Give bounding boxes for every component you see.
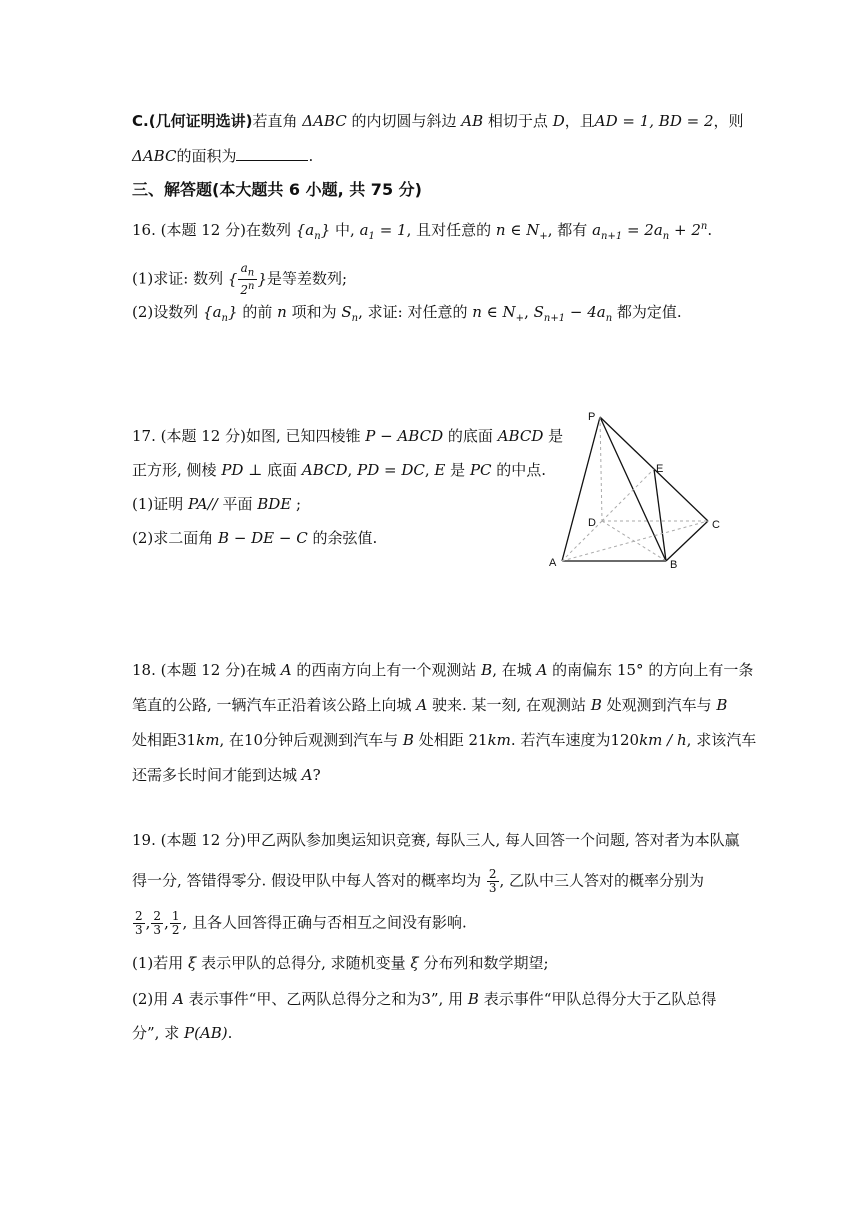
text: 如图, 已知四棱锥 — [245, 427, 361, 445]
question-c-line1 — [132, 111, 744, 131]
math: PD ⊥ — [221, 461, 263, 479]
text: 得一分, 答错得零分. 假设甲队中每人答对的概率均为 — [132, 871, 482, 890]
q16-part2 — [132, 302, 682, 329]
question-label: 17. (本题 12 分) — [132, 427, 246, 445]
math: D — [552, 112, 565, 130]
math: 21 — [468, 731, 488, 749]
q19-line3: $\frac{2}{3}$ , $\frac{2}{3}$ , $\frac{1}{2}$ , 且各人回答得正确与否相互之间没有影响. — [135, 909, 467, 937]
text: 处相距 — [132, 731, 178, 749]
text: 平面 — [222, 495, 253, 513]
label-d: D — [588, 517, 596, 529]
math: km — [196, 731, 220, 749]
q17-line2 — [132, 460, 546, 480]
math: B — [467, 990, 479, 1008]
q18-line3 — [132, 730, 756, 750]
text: , 在城 — [492, 661, 532, 679]
math: A — [536, 661, 548, 679]
text: 处观测到汽车与 — [606, 696, 712, 714]
text: 表示事件“甲队总得分大于乙队总得 — [483, 990, 717, 1008]
math: 3 — [421, 990, 431, 1008]
text: 的南偏东 — [552, 661, 613, 679]
text: ，且 — [564, 112, 595, 130]
math: PC — [469, 461, 492, 479]
text: . — [308, 147, 314, 165]
q17-part1 — [132, 494, 301, 514]
math: ξ — [188, 954, 197, 972]
label-a: A — [549, 557, 557, 569]
text: , 乙队中三人答对的概率分别为 — [499, 871, 705, 890]
math: B − DE − C — [218, 529, 308, 547]
text: 的内切圆与斜边 — [351, 112, 457, 130]
text: (2)用 — [132, 990, 169, 1008]
math: AB — [461, 112, 484, 130]
text: , — [524, 303, 529, 321]
math: { $\frac{a_n}{2^n}$ } — [227, 261, 268, 298]
fraction-two-thirds: $\frac{2}{3}$ — [153, 909, 162, 937]
math: $S_n$ — [341, 303, 359, 324]
math: BDE — [257, 495, 292, 513]
text: , 在 — [219, 731, 244, 749]
label-e: E — [656, 463, 664, 475]
fraction-one-half: $\frac{1}{2}$ — [171, 909, 180, 937]
text: 的方向上有一条 — [648, 661, 754, 679]
text: 还需多长时间才能到达城 — [132, 766, 298, 784]
edge-pa — [562, 417, 600, 561]
math: AD = 1, BD = 2 — [594, 112, 714, 130]
math: 15° — [616, 661, 644, 679]
math: $a_1 = 1$ — [359, 221, 407, 242]
text: 的底面 — [447, 427, 493, 445]
question-c-line2 — [132, 146, 313, 166]
text: (1)求证: 数列 — [132, 269, 224, 288]
text: 是等差数列; — [267, 269, 348, 288]
text: , — [347, 461, 353, 479]
math: ΔABC — [132, 147, 177, 165]
q19-line2 — [132, 868, 704, 895]
text: 相切于点 — [487, 112, 548, 130]
label-b: B — [670, 559, 678, 571]
q17-line1 — [132, 426, 563, 446]
text: (2)求二面角 — [132, 529, 214, 547]
math: km / h — [639, 731, 687, 749]
answer-blank[interactable] — [236, 146, 308, 161]
math: PD = DC — [357, 461, 425, 479]
math: ξ — [410, 954, 419, 972]
math: B — [716, 696, 728, 714]
question-c-tag: (几何证明选讲) — [148, 112, 253, 130]
text: 分钟后观测到汽车与 — [263, 731, 399, 749]
text: , 且对任意的 — [406, 221, 492, 239]
math: B — [481, 661, 493, 679]
text: 的面积为 — [176, 147, 237, 165]
q19-line1 — [132, 830, 740, 850]
text: 处相距 — [418, 731, 464, 749]
text: 表示事件“甲、乙两队总得分之和为 — [188, 990, 422, 1008]
math: ABCD — [497, 427, 544, 445]
q19-part2-cont — [132, 1023, 232, 1043]
question-c-label: C. — [132, 112, 149, 130]
text: 分布列和数学期望; — [423, 954, 549, 972]
text: 在数列 — [245, 221, 291, 239]
text: , 求该汽车 — [686, 731, 757, 749]
text: 的前 — [242, 303, 273, 321]
q17-part2 — [132, 528, 377, 548]
text: . 若汽车速度为 — [510, 731, 611, 749]
math: PA// — [188, 495, 218, 513]
fraction-two-thirds: $\frac{2}{3}$ — [488, 867, 497, 895]
text: ，则 — [713, 112, 744, 130]
text: 笔直的公路, 一辆汽车正沿着该公路上向城 — [132, 696, 412, 714]
math: B — [590, 696, 602, 714]
math: $\{a_n\}$ — [203, 303, 238, 324]
q16-line1 — [132, 217, 712, 247]
text: , 都有 — [547, 221, 588, 239]
math: ABCD — [301, 461, 348, 479]
text: 底面 — [267, 461, 298, 479]
text: 的余弦值. — [312, 529, 378, 547]
math: A — [173, 990, 184, 1008]
text: 正方形, 侧棱 — [132, 461, 217, 479]
text: 在城 — [245, 661, 276, 679]
math: E — [434, 461, 446, 479]
math: A — [280, 661, 292, 679]
math: P − ABCD — [365, 427, 444, 445]
q16-part1 — [132, 262, 347, 297]
math: A — [416, 696, 428, 714]
fraction-two-thirds: $\frac{2}{3}$ — [135, 909, 143, 937]
text: 表示甲队的总得分, 求随机变量 — [201, 954, 406, 972]
math: n ∈ $N_+$ — [495, 221, 548, 242]
math: 120 — [610, 731, 640, 749]
math: 31 — [177, 731, 197, 749]
question-label: 16. (本题 12 分) — [132, 221, 246, 239]
section-heading: 三、解答题(本大题共 6 小题, 共 75 分) — [132, 180, 422, 199]
math: ΔABC — [302, 112, 347, 130]
q19-part2 — [132, 989, 716, 1009]
math: P(AB) — [184, 1024, 228, 1042]
math: 10 — [243, 731, 264, 749]
text: 是 — [450, 461, 466, 479]
math: $\{a_n\}$ — [295, 221, 331, 242]
label-p: P — [588, 411, 596, 423]
text: 分”, 求 — [132, 1024, 180, 1042]
math: n — [277, 303, 287, 321]
text: . — [227, 1024, 233, 1042]
text: 项和为 — [291, 303, 337, 321]
text: 的西南方向上有一个观测站 — [296, 661, 477, 679]
text: (2)设数列 — [132, 303, 199, 321]
q18-line2 — [132, 695, 727, 715]
math: km — [487, 731, 511, 749]
label-c: C — [712, 519, 720, 531]
text: 若直角 — [252, 112, 298, 130]
hidden-edge-pd — [600, 417, 602, 521]
text: (1)证明 — [132, 495, 184, 513]
text: , — [424, 461, 430, 479]
text: ; — [296, 495, 302, 513]
text: 甲乙两队参加奥运知识竞赛, 每队三人, 每人回答一个问题, 答对者为本队赢 — [245, 831, 740, 849]
hidden-edge-da — [562, 521, 602, 561]
math: $a_{n+1} = 2a_n + 2^n$ — [592, 221, 708, 242]
text: 都为定值. — [616, 303, 682, 321]
math: n ∈ $N_+$ — [472, 303, 525, 324]
math: A — [301, 766, 313, 784]
text: ”, 用 — [430, 990, 464, 1008]
edge-bc — [666, 521, 708, 561]
math: B — [402, 731, 414, 749]
text: . — [707, 221, 713, 239]
text: 的中点. — [496, 461, 547, 479]
question-label: 19. (本题 12 分) — [132, 831, 246, 849]
math: $S_{n+1} - 4a_n$ — [533, 303, 613, 324]
q19-part1 — [132, 953, 549, 973]
q18-line1 — [132, 660, 753, 680]
q18-line4 — [132, 765, 321, 785]
text: , 且各人回答得正确与否相互之间没有影响. — [182, 913, 467, 932]
text: 是 — [548, 427, 564, 445]
text: , 求证: 对任意的 — [358, 303, 468, 321]
question-label: 18. (本题 12 分) — [132, 661, 246, 679]
text: 驶来. 某一刻, 在观测站 — [431, 696, 587, 714]
pyramid-figure — [540, 400, 740, 580]
text: ? — [312, 766, 321, 784]
text: (1)若用 — [132, 954, 184, 972]
text: 中, — [335, 221, 355, 239]
